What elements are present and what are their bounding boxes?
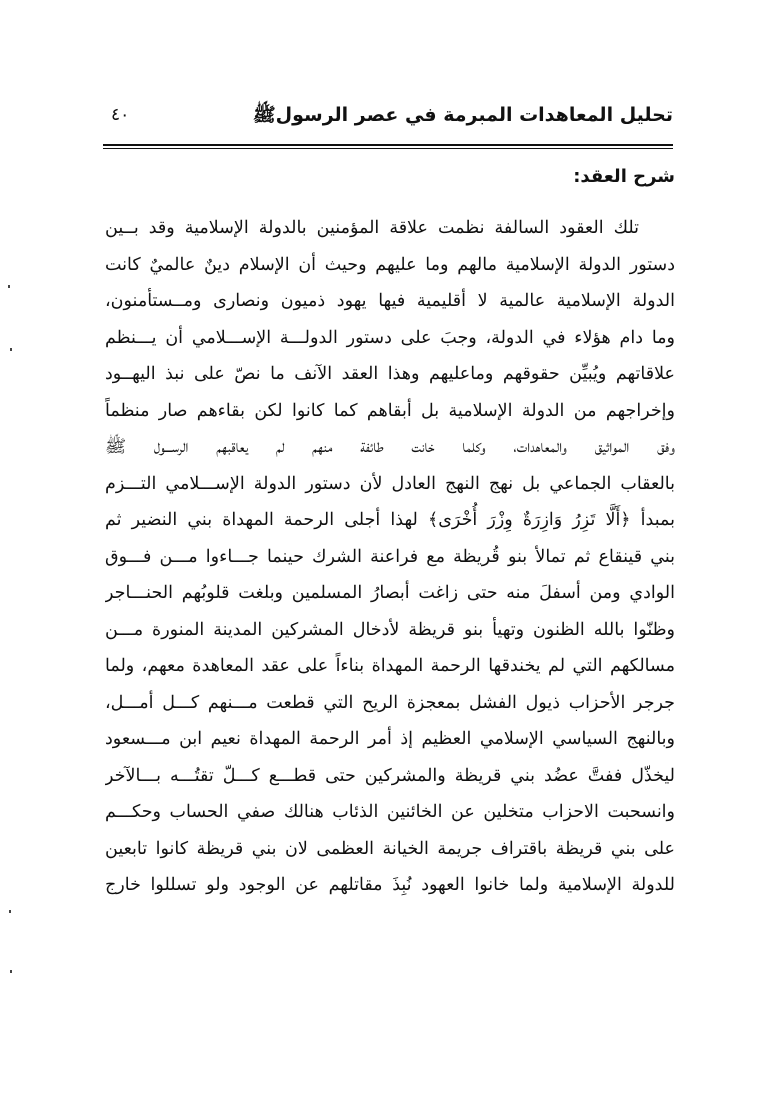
text-line: على بني قريظة باقتراف جريمة الخيانة العظمى لان بني قريظة كانوا تابعين	[105, 838, 675, 859]
text-line: للدولة الإسلامية ولما خانوا العهود نُبِذَ مقاتلهم عن الوجود ولو تسللوا خارج	[105, 875, 675, 895]
scan-speck	[10, 348, 12, 351]
text-line: دستور الدولة الإسلامية مالهم وما عليهم وحيث أن الإسلام دينٌ عالميٌ كانت	[105, 254, 675, 275]
scan-speck	[8, 285, 10, 288]
section-heading: شرح العقد:	[573, 166, 675, 187]
scan-speck	[10, 970, 12, 973]
page-number: ٤٠	[111, 105, 130, 125]
text-line: ليخذّل ففتَّ عضُد بني قريظة والمشركين حتى قطـــع كـــلّ تقتُـــه بـــالآخر	[105, 765, 675, 786]
text-line: وظنّوا بالله الظنون وتهيأ بنو قريظة لأدخال المشركين المدينة المنورة مـــن	[105, 619, 675, 640]
text-line: وبالنهج السياسي الإسلامي العظيم إذ أمر الرحمة المهداة نعيم ابن مـــسعود	[105, 729, 675, 749]
text-line: بالعقاب الجماعي بل نهج النهج العادل لأن دستور الدولة الإســـلامي التـــزم	[105, 473, 675, 494]
text-line: بني قينقاع ثم تمالأ بنو قُريظة مع فراعنة الشرك حينما جـــاءوا مـــن فـــوق	[105, 546, 675, 567]
text-line: تلك العقود السالفة نظمت علاقة المؤمنين بالدولة الإسلامية وقد بــين	[105, 218, 639, 238]
running-title: تحليل المعاهدات المبرمة في عصر الرسولﷺ	[252, 104, 673, 126]
text-line: جرجر الأحزاب ذيول الفشل بمعجزة الريح التي قطعت مـــنهم كـــل أمـــل،	[105, 692, 675, 713]
text-line: بمبدأ ﴿أَلَّا تَزِرُ وَازِرَةٌ وِزْرَ أُخْرَى﴾ لهذا أجلى الرحمة المهداة بني النضير ثم	[105, 510, 675, 530]
text-line: وما دام هؤلاء في الدولة، وجبَ على دستور الدولـــة الإســـلامي أن يـــنظم	[105, 327, 675, 348]
text-line: الدولة الإسلامية عالمية لا أقليمية فيها يهود ذميون ونصارى ومــستأمنون،	[105, 291, 675, 311]
text-line: وإخراجهم من الدولة الإسلامية بل أبقاهم كما كانوا لكن بقاءهم صار منظماً	[105, 400, 675, 421]
running-header	[103, 103, 673, 139]
text-line: مسالكهم التي لم يخندقها الرحمة المهداة بناءاً على عقد المعاهدة معهم، ولما	[105, 656, 675, 676]
scan-speck	[9, 910, 11, 913]
text-line: وانسحبت الاحزاب متخلين عن الخائنين الذئاب هنالك صفي الحساب وحكـــم	[105, 802, 675, 822]
text-line: علاقاتهم ويُبيِّن حقوقهم وماعليهم وهذا العقد الآنف ما نصّ على نبذ اليهــود	[105, 364, 675, 384]
text-line: وفق المواثيق والمعاهدات، وكلما خانت طائفة منهم لم يعاقبهم الرســـول ﷺ	[105, 437, 675, 457]
text-line: الوادي ومن أسفلَ منه حتى زاغت أبصارُ المسلمين وبلغت قلوبُهم الحنـــاجر	[105, 583, 675, 603]
header-rule-thin	[103, 148, 673, 149]
header-rule-thick	[103, 144, 673, 146]
body-text	[105, 210, 675, 904]
